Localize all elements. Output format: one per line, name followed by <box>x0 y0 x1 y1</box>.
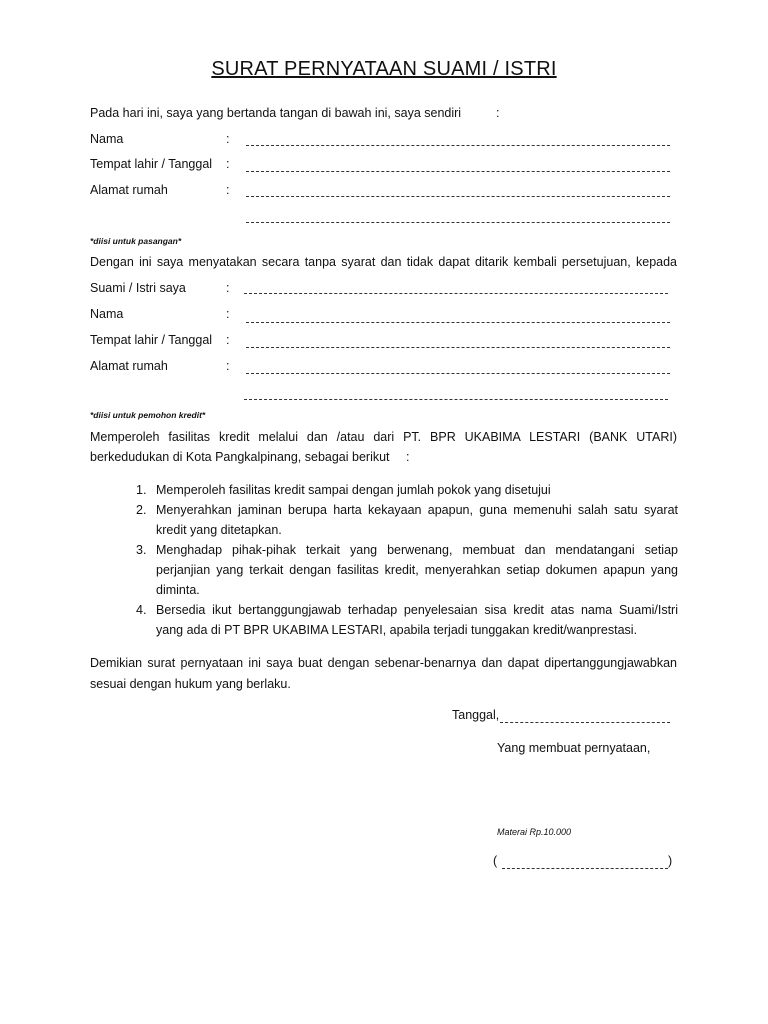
list-number: 4. <box>136 603 147 617</box>
signer-label: Yang membuat pernyataan, <box>497 741 651 755</box>
list-item <box>118 600 678 640</box>
label-alamat-1: Alamat rumah <box>90 183 168 197</box>
fill-line-tanggal[interactable] <box>500 722 670 723</box>
materai-label: Materai Rp.10.000 <box>497 827 572 837</box>
list-item <box>118 480 678 500</box>
signature-paren-close: ) <box>668 854 673 868</box>
list-text: Memperoleh fasilitas kredit sampai dengan jumlah pokok yang disetujui <box>156 483 551 497</box>
label-alamat-2: Alamat rumah <box>90 359 168 373</box>
list-item <box>118 500 678 540</box>
fill-line-tempat-lahir-2[interactable] <box>246 347 670 348</box>
list-text: Bersedia ikut bertanggungjawab terhadap penyelesaian sisa kredit atas nama Suami/Istri yang ada di PT BPR UKABIMA LESTARI, apabila terjadi tunggakan kredit/wanprestasi. <box>156 603 678 637</box>
colon-tempat-lahir-2: : <box>226 333 230 347</box>
statement-text: Dengan ini saya menyatakan secara tanpa syarat dan tidak dapat ditarik kembali persetujuan, kepada <box>90 255 677 269</box>
label-suami-istri: Suami / Istri saya <box>90 281 186 295</box>
tanggal-label: Tanggal, <box>452 708 500 722</box>
list-text: Menyerahkan jaminan berupa harta kekayaan apapun, guna memenuhi salah satu syarat kredit yang ditetapkan. <box>156 503 678 537</box>
intro-text: Pada hari ini, saya yang bertanda tangan di bawah ini, saya sendiri <box>90 106 462 120</box>
fill-line-tempat-lahir-1[interactable] <box>246 171 670 172</box>
fill-line-suami-istri[interactable] <box>244 293 668 294</box>
label-tempat-lahir-1: Tempat lahir / Tanggal <box>90 157 213 171</box>
list-item <box>118 540 678 600</box>
colon-nama-1: : <box>226 132 230 146</box>
fill-line-alamat-2a[interactable] <box>246 373 670 374</box>
label-nama-1: Nama <box>90 132 124 146</box>
page-title: SURAT PERNYATAAN SUAMI / ISTRI <box>211 58 557 80</box>
fill-line-alamat-1a[interactable] <box>246 196 670 197</box>
colon-nama-2: : <box>226 307 230 321</box>
closing-text-line2: sesuai dengan hukum yang berlaku. <box>90 677 291 691</box>
facility-text-line2: berkedudukan di Kota Pangkalpinang, sebagai berikut <box>90 450 390 464</box>
list-number: 2. <box>136 503 147 517</box>
label-tempat-lahir-2: Tempat lahir / Tanggal <box>90 333 213 347</box>
fill-line-signature[interactable] <box>502 868 668 869</box>
note-pasangan: *diisi untuk pasangan* <box>90 236 182 246</box>
signature-paren-open: ( <box>493 854 498 868</box>
colon-suami-istri: : <box>226 281 230 295</box>
list-number: 1. <box>136 483 147 497</box>
closing-text-line1: Demikian surat pernyataan ini saya buat dengan sebenar-benarnya dan dapat dipertanggungjawabkan <box>90 656 677 670</box>
facility-list <box>118 480 678 640</box>
facility-text-line1: Memperoleh fasilitas kredit melalui dan /atau dari PT. BPR UKABIMA LESTARI (BANK UTARI) <box>90 430 677 444</box>
fill-line-alamat-2b[interactable] <box>244 399 668 400</box>
label-nama-2: Nama <box>90 307 124 321</box>
list-number: 3. <box>136 543 147 557</box>
fill-line-nama-2[interactable] <box>246 322 670 323</box>
colon-alamat-2: : <box>226 359 230 373</box>
list-text: Menghadap pihak-pihak terkait yang berwenang, membuat dan mendatangani setiap perjanjian yang terkait dengan fasilitas kredit, menyerahkan setiap dokumen apapun yang diminta. <box>156 543 678 597</box>
fill-line-alamat-1b[interactable] <box>246 222 670 223</box>
colon-tempat-lahir-1: : <box>226 157 230 171</box>
intro-colon: : <box>496 106 500 120</box>
fill-line-nama-1[interactable] <box>246 145 670 146</box>
facility-colon: : <box>406 450 410 464</box>
colon-alamat-1: : <box>226 183 230 197</box>
note-pemohon: *diisi untuk pemohon kredit* <box>90 410 206 420</box>
